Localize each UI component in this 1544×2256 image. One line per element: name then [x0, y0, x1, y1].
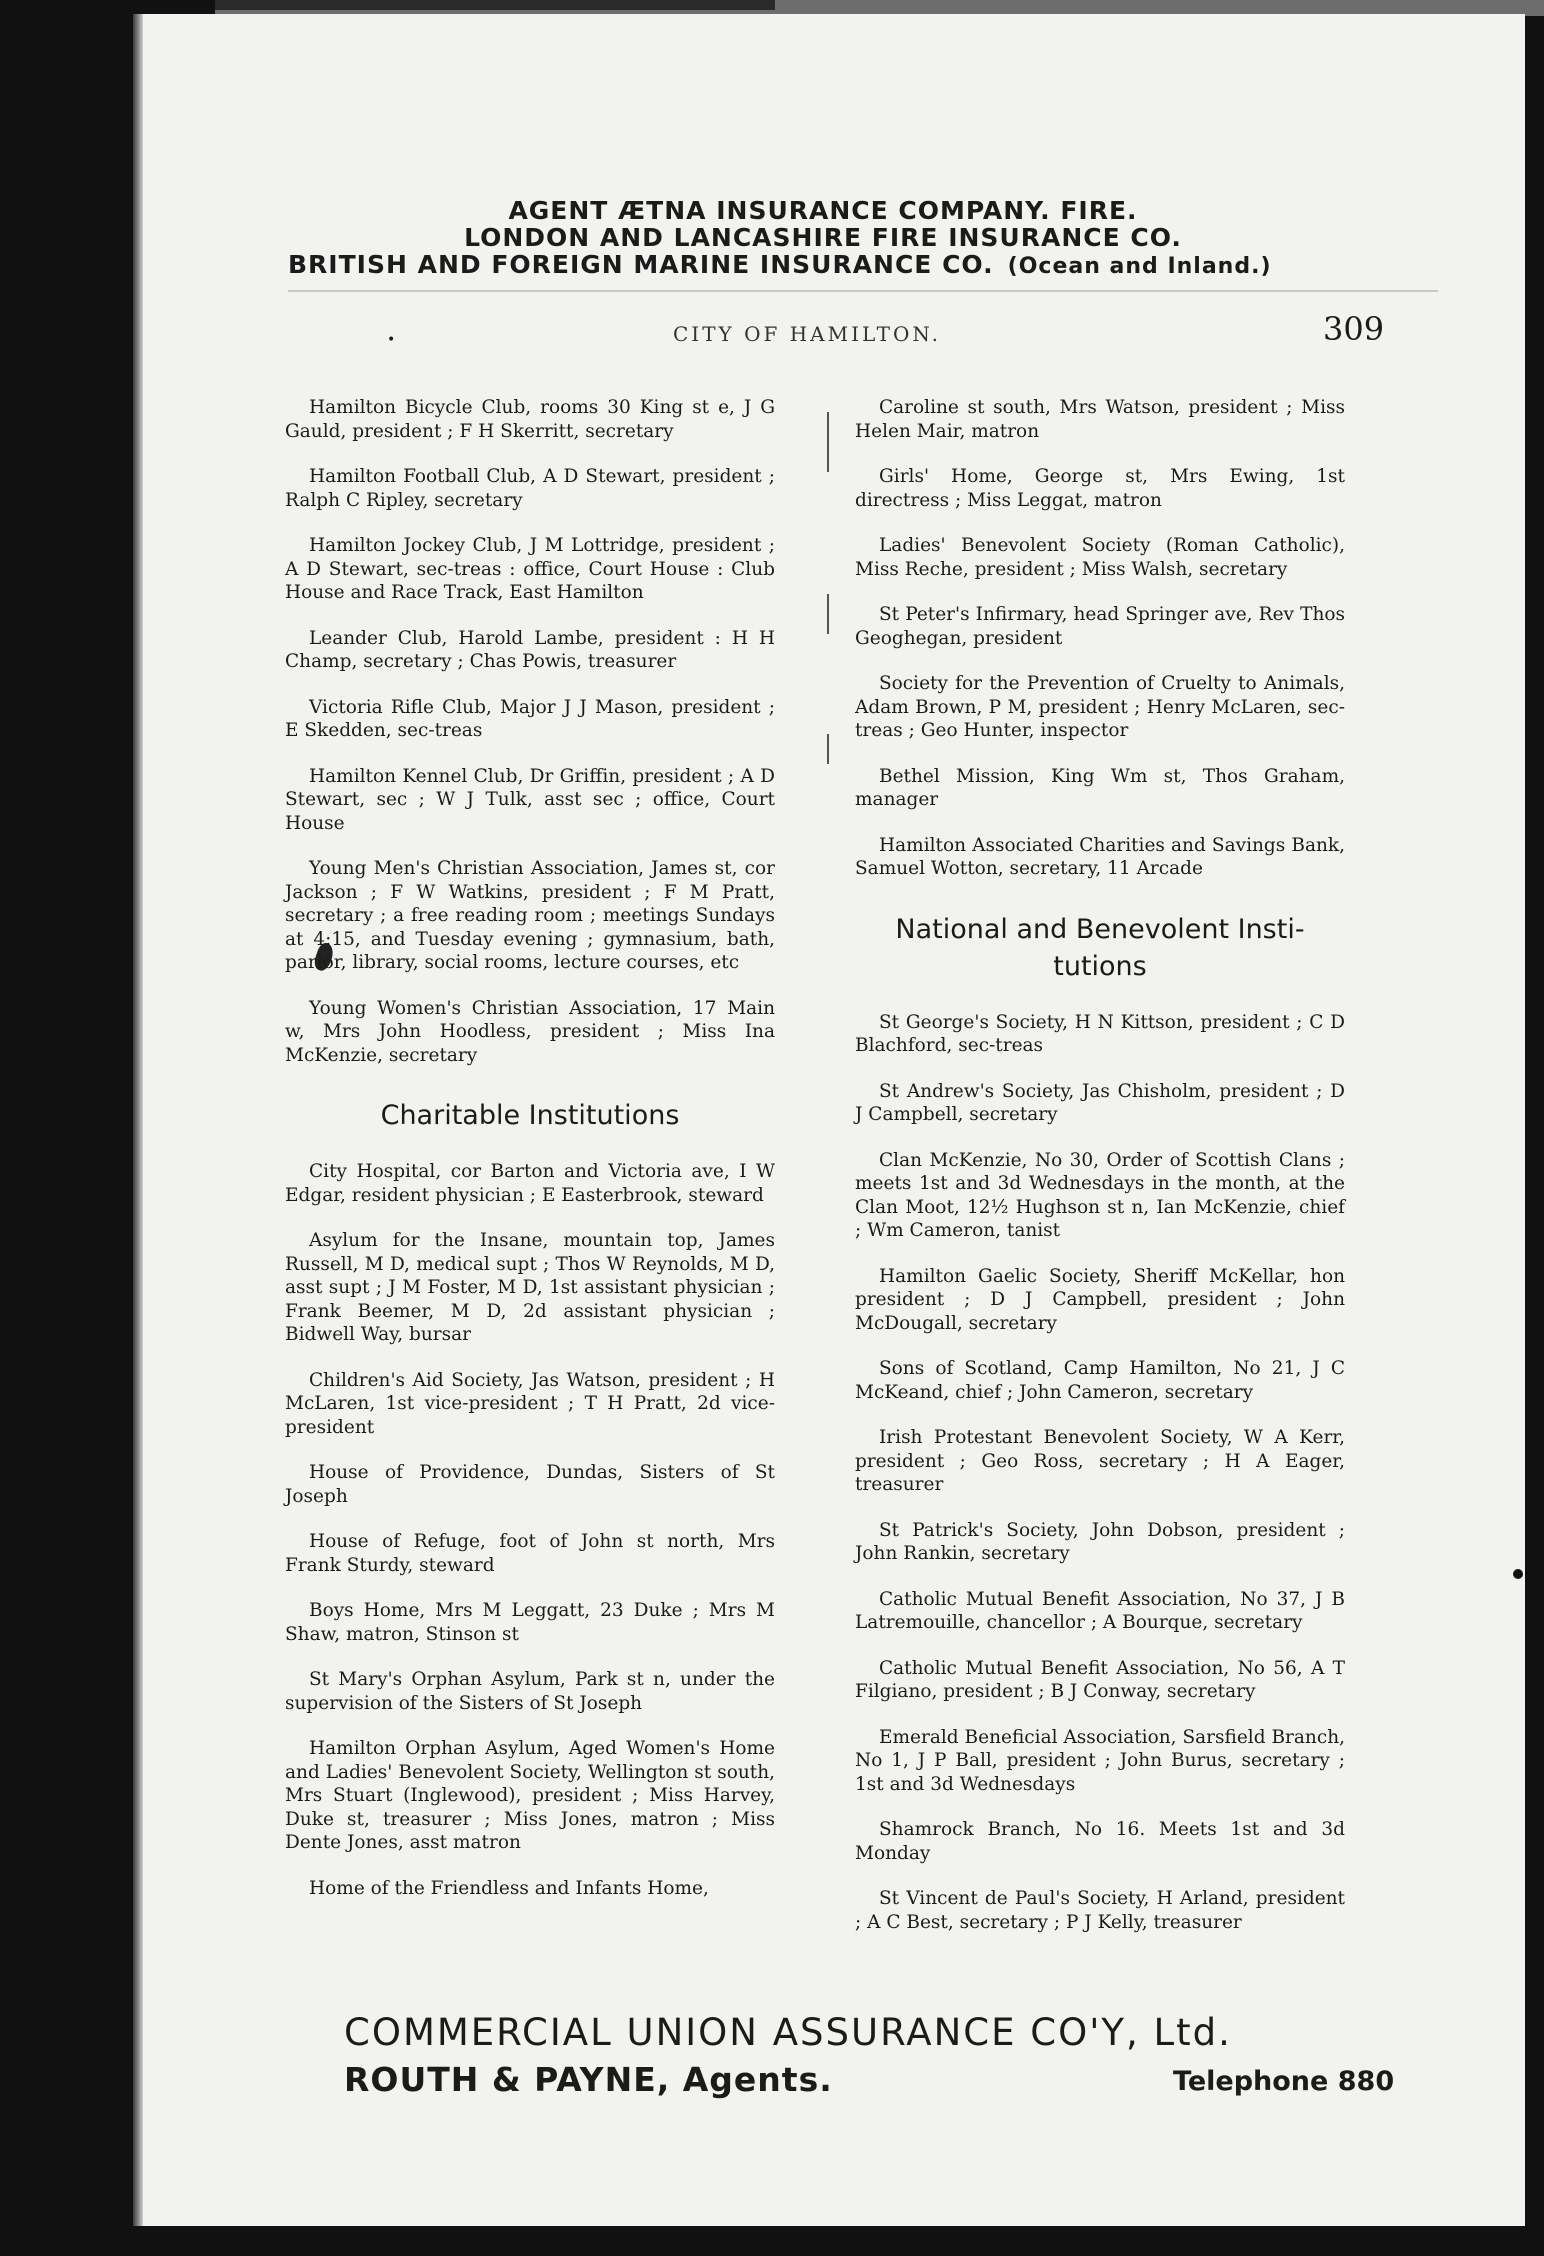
section-title-national [855, 911, 1345, 985]
directory-entry: Sons of Scotland, Camp Hamilton, No 21, J C McKeand, chief ; John Cameron, secretary [855, 1358, 1345, 1403]
directory-entry: Hamilton Associated Charities and Savings Bank, Samuel Wotton, secretary, 11 Arcade [855, 834, 1345, 879]
directory-entry: St Peter's Infirmary, head Springer ave, Rev Thos Geoghegan, president [855, 604, 1345, 649]
directory-entry: Society for the Prevention of Cruelty to Animals, Adam Brown, P M, president ; Henry McLaren, sec-treas ; Geo Hunter, inspector [855, 673, 1345, 741]
left-column [285, 396, 775, 1922]
directory-entry: Hamilton Jockey Club, J M Lottridge, president ; A D Stewart, sec-treas : office, Court House : Club House and Race Track, East Hamilton [285, 535, 775, 603]
footer-telephone: Telephone 880 [1173, 2066, 1395, 2097]
scan-border-dark [215, 0, 775, 10]
directory-entry: St George's Society, H N Kittson, president ; C D Blachford, sec-treas [855, 1011, 1345, 1056]
directory-entry: Clan McKenzie, No 30, Order of Scottish Clans ; meets 1st and 3d Wednesdays in the month, at the Clan Moot, 12½ Hughson st n, Ian McKenzie, chief ; Wm Cameron, tanist [855, 1149, 1345, 1241]
directory-entry: Home of the Friendless and Infants Home, [309, 1877, 709, 1899]
page-number: 309 [1323, 310, 1385, 348]
directory-entry: House of Providence, Dundas, Sisters of St Joseph [285, 1462, 775, 1507]
directory-entry: St Vincent de Paul's Society, H Arland, president ; A C Best, secretary ; P J Kelly, treasurer [855, 1888, 1345, 1933]
header-rule [288, 290, 1438, 292]
directory-entry: St Mary's Orphan Asylum, Park st n, under the supervision of the Sisters of St Joseph [285, 1669, 775, 1714]
section-title-national-line1: National and Benevolent Insti- [895, 913, 1305, 945]
header-line-2: LONDON AND LANCASHIRE FIRE INSURANCE CO. [464, 223, 1182, 252]
directory-entry: Hamilton Football Club, A D Stewart, president ; Ralph C Ripley, secretary [285, 466, 775, 511]
directory-entry: Young Men's Christian Association, James st, cor Jackson ; F W Watkins, president ; F M Pratt, secretary ; a free reading room ; meetings Sundays at 4:15, and Tuesday evening ; gymnasium, bath, parlor, library, social rooms, lecture courses, etc [285, 858, 775, 973]
column-rule [827, 412, 829, 472]
directory-entry: City Hospital, cor Barton and Victoria ave, I W Edgar, resident physician ; E Easterbrook, steward [285, 1161, 775, 1206]
footer-agents: ROUTH & PAYNE, Agents. [344, 2060, 833, 2099]
directory-entry: Boys Home, Mrs M Leggatt, 23 Duke ; Mrs M Shaw, matron, Stinson st [285, 1600, 775, 1645]
left-entries-bottom [285, 1160, 775, 1900]
header-line-3-text: BRITISH AND FOREIGN MARINE INSURANCE CO. [288, 250, 994, 279]
directory-entry: Hamilton Orphan Asylum, Aged Women's Home and Ladies' Benevolent Society, Wellington st south, Mrs Stuart (Inglewood), president ; Miss Harvey, Duke st, treasurer ; Miss Jones, matron ; Miss Dente Jones, asst matron [285, 1738, 775, 1853]
directory-entry: Leander Club, Harold Lambe, president : H H Champ, secretary ; Chas Powis, treasurer [285, 627, 775, 672]
directory-entry: Victoria Rifle Club, Major J J Mason, president ; E Skedden, sec-treas [285, 696, 775, 741]
directory-entry: Hamilton Bicycle Club, rooms 30 King st e, J G Gauld, president ; F H Skerritt, secretary [285, 397, 775, 442]
directory-entry: House of Refuge, foot of John st north, Mrs Frank Sturdy, steward [285, 1531, 775, 1576]
directory-entry: St Andrew's Society, Jas Chisholm, president ; D J Campbell, secretary [855, 1080, 1345, 1125]
directory-entry: Catholic Mutual Benefit Association, No 56, A T Filgiano, president ; B J Conway, secretary [855, 1657, 1345, 1702]
footer-commercial-union: COMMERCIAL UNION ASSURANCE CO'Y, Ltd. [344, 2011, 1232, 2054]
directory-entry: Ladies' Benevolent Society (Roman Catholic), Miss Reche, president ; Miss Walsh, secretary [855, 535, 1345, 580]
directory-entry: St Patrick's Society, John Dobson, president ; John Rankin, secretary [855, 1519, 1345, 1564]
directory-entry: Children's Aid Society, Jas Watson, president ; H McLaren, 1st vice-president ; T H Pratt, 2d vice-president [285, 1369, 775, 1438]
right-entries-bottom [855, 1011, 1345, 1935]
section-title-national-line2: tutions [1053, 950, 1147, 982]
column-rule [827, 734, 829, 764]
bullet-mark: • [387, 332, 396, 348]
directory-entry: Hamilton Gaelic Society, Sheriff McKellar, hon president ; D J Campbell, president ; John McDougall, secretary [855, 1265, 1345, 1334]
directory-entry: Young Women's Christian Association, 17 Main w, Mrs John Hoodless, president ; Miss Ina McKenzie, secretary [285, 997, 775, 1066]
directory-entry: Hamilton Kennel Club, Dr Griffin, president ; A D Stewart, sec ; W J Tulk, asst sec ; office, Court House [285, 765, 775, 834]
running-head: CITY OF HAMILTON. [673, 322, 941, 346]
ink-dot [1513, 1569, 1523, 1579]
directory-entry: Emerald Beneficial Association, Sarsfield Branch, No 1, J P Ball, president ; John Burus, secretary ; 1st and 3d Wednesdays [855, 1726, 1345, 1795]
directory-entry: Bethel Mission, King Wm st, Thos Graham, manager [855, 765, 1345, 810]
header-line-3 [288, 250, 1525, 279]
right-entries-top [855, 396, 1345, 881]
directory-entry: Caroline st south, Mrs Watson, president ; Miss Helen Mair, matron [855, 397, 1345, 442]
directory-entry: Irish Protestant Benevolent Society, W A Kerr, president ; Geo Ross, secretary ; H A Eager, treasurer [855, 1427, 1345, 1495]
directory-entry: Asylum for the Insane, mountain top, James Russell, M D, medical supt ; Thos W Reynolds, M D, asst supt ; J M Foster, M D, 1st assistant physician ; Frank Beemer, M D, 2d assistant physician ; Bidwell Way, bursar [285, 1230, 775, 1345]
directory-entry: Catholic Mutual Benefit Association, No 37, J B Latremouille, chancellor ; A Bourque, secretary [855, 1588, 1345, 1633]
left-entries-top [285, 396, 775, 1067]
header-line-1: AGENT ÆTNA INSURANCE COMPANY. FIRE. [508, 196, 1138, 225]
column-rule [827, 594, 829, 634]
directory-entry: Shamrock Branch, No 16. Meets 1st and 3d Monday [855, 1819, 1345, 1864]
document-page [133, 14, 1525, 2226]
header-line-3-note: (Ocean and Inland.) [1007, 254, 1272, 279]
binding-edge [133, 14, 143, 2226]
directory-entry: Girls' Home, George st, Mrs Ewing, 1st directress ; Miss Leggat, matron [855, 466, 1345, 511]
right-column [855, 396, 1345, 1956]
section-title-charitable: Charitable Institutions [380, 1100, 680, 1131]
